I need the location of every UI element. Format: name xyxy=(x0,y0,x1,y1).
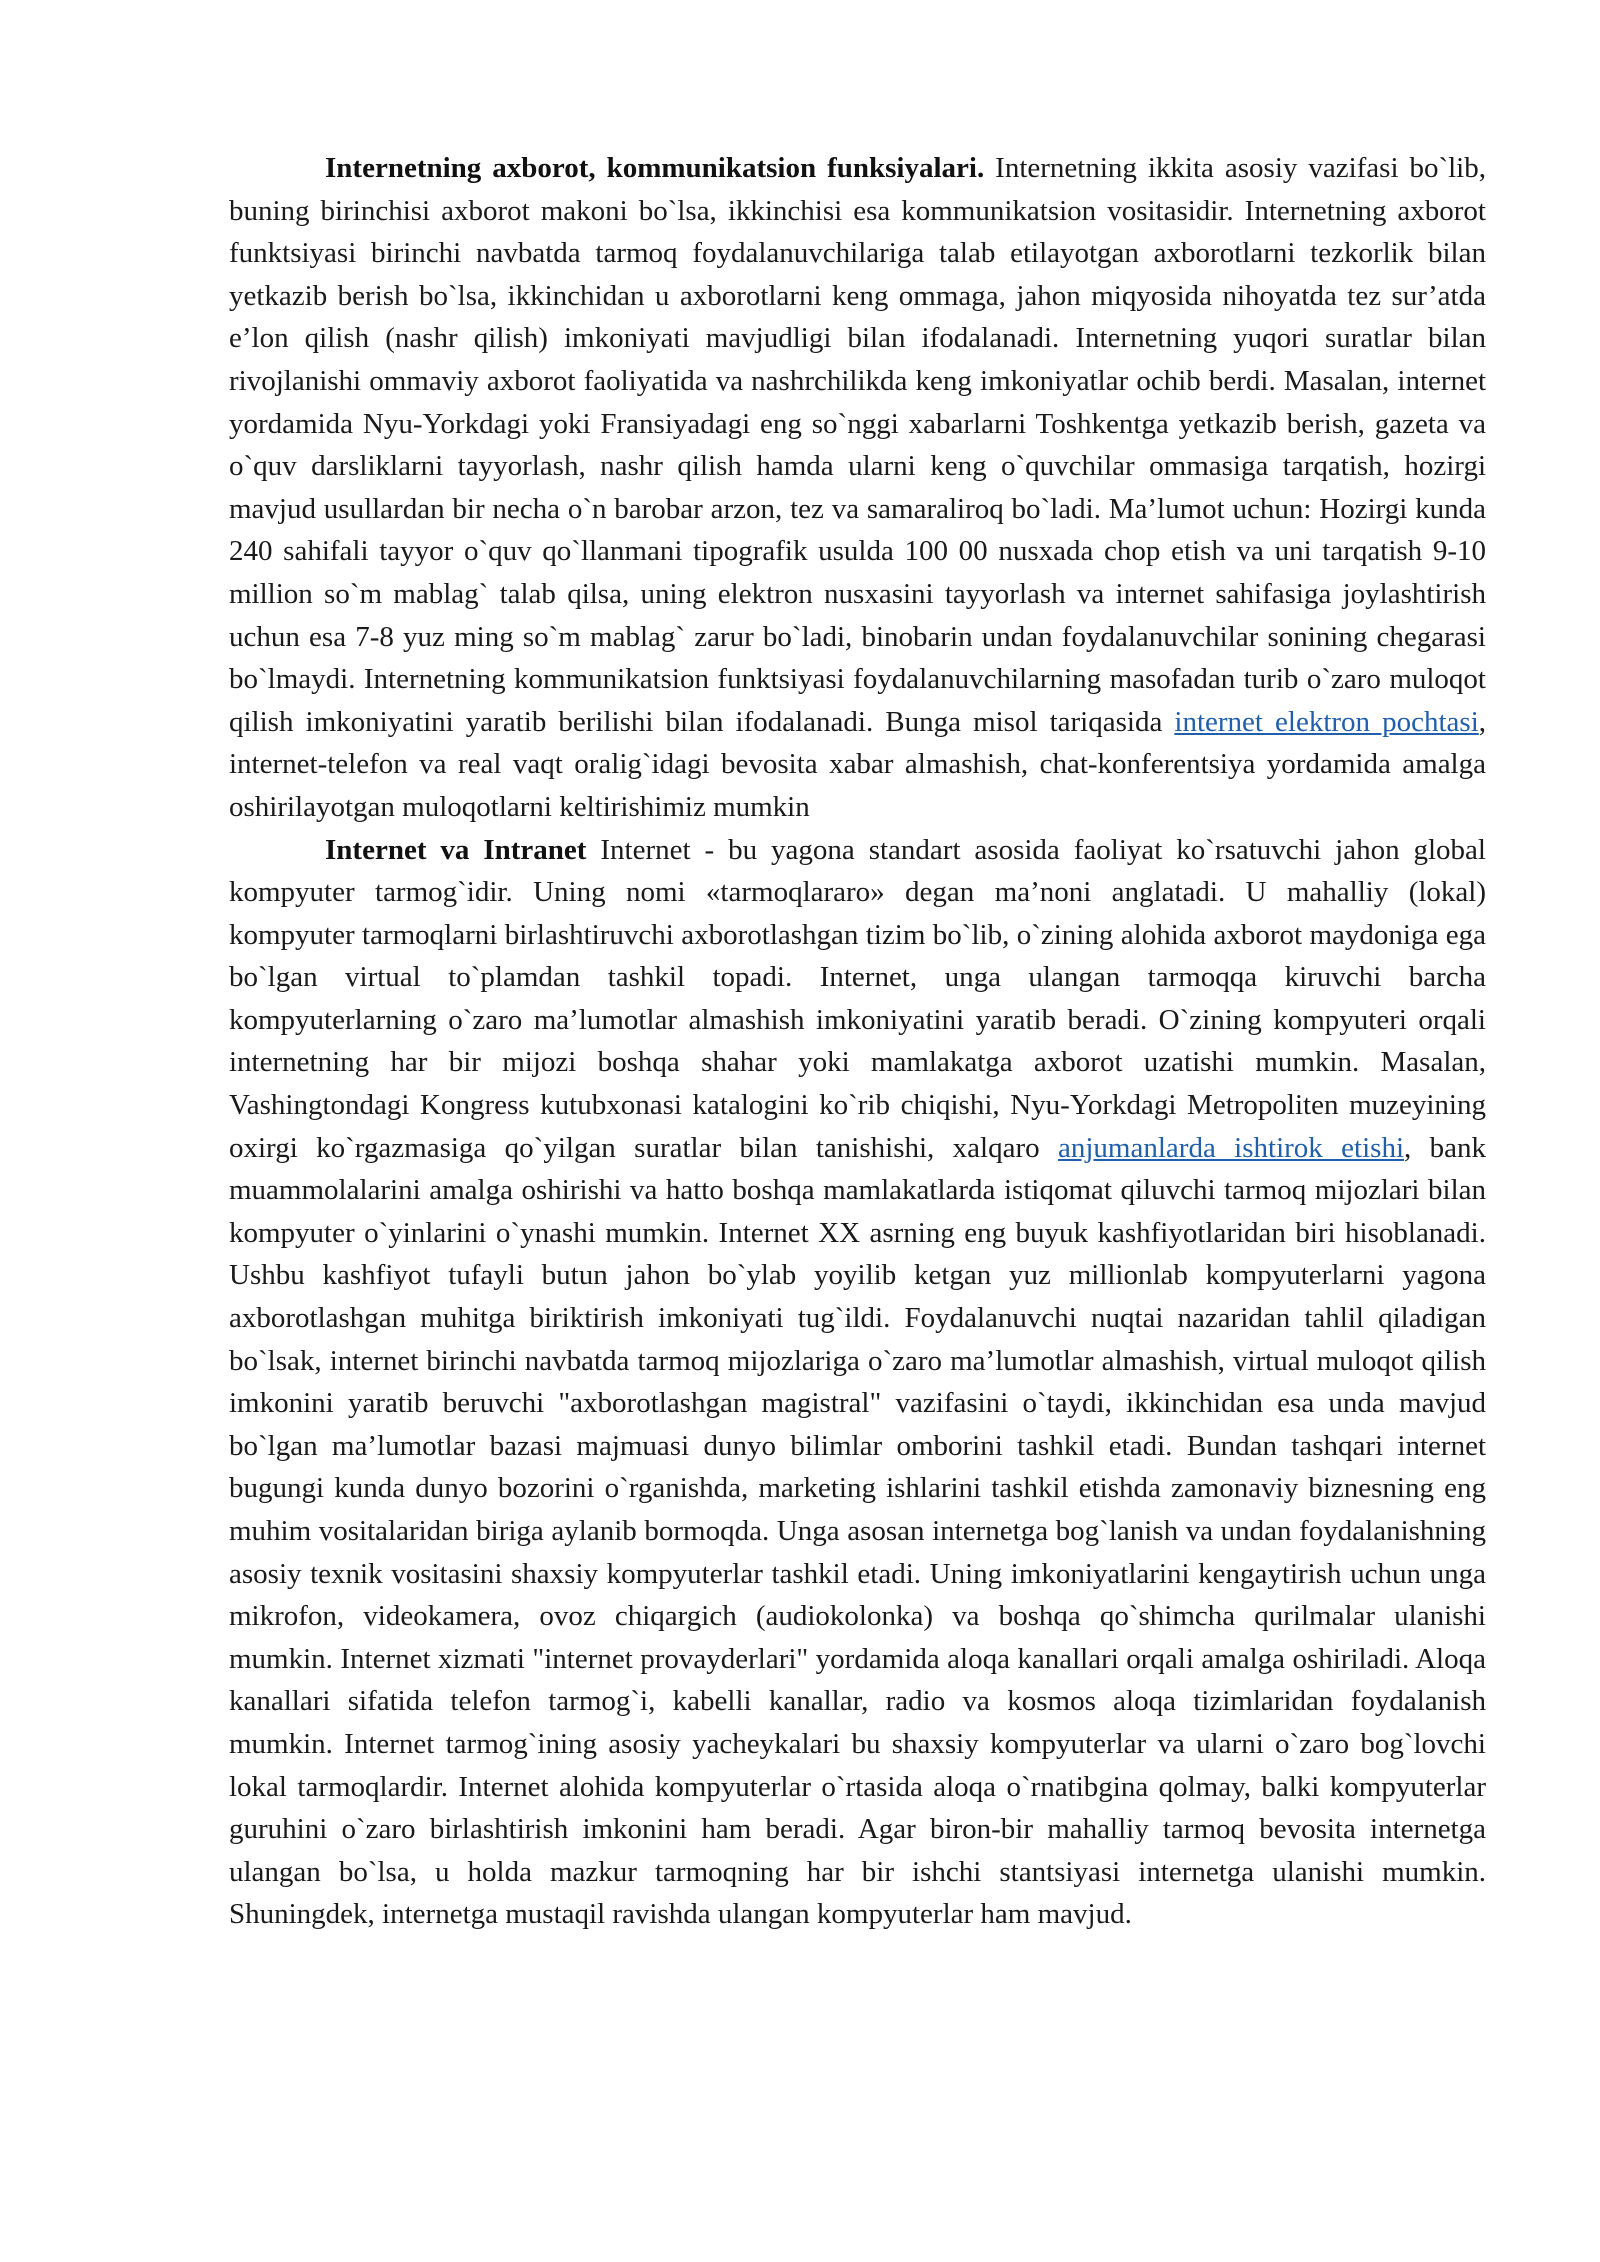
document-body xyxy=(229,147,1486,1936)
paragraph-text: Internet - bu yagona standart asosida faoliyat ko`rsatuvchi jahon global kompyuter tarmog`idir. Uning nomi «tarmoqlararo» degan ma’noni anglatadi. U mahalliy (lokal) kompyuter tarmoqlarni birlashtiruvchi axborotlashgan tizim bo`lib, o`zining alohida axborot maydoniga ega bo`lgan virtual to`plamdan tashkil topadi. Internet, unga ulangan tarmoqqa kiruvchi barcha kompyuterlarning o`zaro ma’lumotlar almashish imkoniyatini yaratib beradi. O`zining kompyuteri orqali internetning har bir mijozi boshqa shahar yoki mamlakatga axborot uzatishi mumkin. Masalan, Vashingtondagi Kongress kutubxonasi katalogini ko`rib chiqishi, Nyu-Yorkdagi Metropoliten muzeyining oxirgi ko`rgazmasiga qo`yilgan suratlar bilan tanishishi, xalqaro xyxy=(229,833,1486,1164)
link-conference-participation[interactable]: anjumanlarda ishtirok etishi xyxy=(1058,1131,1405,1164)
paragraph-internet-functions xyxy=(229,147,1486,829)
paragraph-internet-intranet xyxy=(229,829,1486,1936)
section-heading-functions: Internetning axborot, kommunikatsion funksiyalari. xyxy=(325,152,985,184)
paragraph-text: Internetning ikkita asosiy vazifasi bo`lib, buning birinchisi axborot makoni bo`lsa, ikkinchisi esa kommunikatsion vositasidir. Internetning axborot funktsiyasi birinchi navbatda tarmoq foydalanuvchilariga talab etilayotgan axborotlarni tezkorlik bilan yetkazib berish bo`lsa, ikkinchidan u axborotlarni keng ommaga, jahon miqyosida nihoyatda tez sur’atda e’lon qilish (nashr qilish) imkoniyati mavjudligi bilan ifodalanadi. Internetning yuqori suratlar bilan rivojlanishi ommaviy axborot faoliyatida va nashrchilikda keng imkoniyatlar ochib berdi. Masalan, internet yordamida Nyu-Yorkdagi yoki Fransiyadagi eng so`nggi xabarlarni Toshkentga yetkazib berish, gazeta va o`quv darsliklarni tayyorlash, nashr qilish hamda ularni keng o`quvchilar ommasiga tarqatish, hozirgi mavjud usullardan bir necha o`n barobar arzon, tez va samaraliroq bo`ladi. Ma’lumot uchun: Hozirgi kunda 240 sahifali tayyor o`quv qo`llanmani tipografik usulda 100 00 nusxada chop etish va uni tarqatish 9-10 million so`m mablag` talab qilsa, uning elektron nusxasini tayyorlash va internet sahifasiga joylashtirish uchun esa 7-8 yuz ming so`m mablag` zarur bo`ladi, binobarin undan foydalanuvchilar sonining chegarasi bo`lmaydi. Internetning kommunikatsion funktsiyasi foydalanuvchilarning masofadan turib o`zaro muloqot qilish imkoniyatini yaratib berilishi bilan ifodalanadi. Bunga misol tariqasida xyxy=(229,152,1486,738)
link-internet-email[interactable]: internet elektron pochtasi xyxy=(1174,705,1479,738)
section-heading-intranet: Internet va Intranet xyxy=(325,833,587,866)
paragraph-text: , bank muammolalarini amalga oshirishi va hatto boshqa mamlakatlarda istiqomat qiluvchi tarmoq mijozlari bilan kompyuter o`yinlarini o`ynashi mumkin. Internet XX asrning eng buyuk kashfiyotlaridan biri hisoblanadi. Ushbu kashfiyot tufayli butun jahon bo`ylab yoyilib ketgan yuz millionlab kompyuterlarni yagona axborotlashgan muhitga biriktirish imkoniyati tug`ildi. Foydalanuvchi nuqtai nazaridan tahlil qiladigan bo`lsak, internet birinchi navbatda tarmoq mijozlariga o`zaro ma’lumotlar almashish, virtual muloqot qilish imkonini yaratib beruvchi "axborotlashgan magistral" vazifasini o`taydi, ikkinchidan esa unda mavjud bo`lgan ma’lumotlar bazasi majmuasi dunyo bilimlar omborini tashkil etadi. Bundan tashqari internet bugungi kunda dunyo bozorini o`rganishda, marketing ishlarini tashkil etishda zamonaviy biznesning eng muhim vositalaridan biriga aylanib bormoqda. Unga asosan internetga bog`lanish va undan foydalanishning asosiy texnik vositasini shaxsiy kompyuterlar tashkil etadi. Uning imkoniyatlarini kengaytirish uchun unga mikrofon, videokamera, ovoz chiqargich (audiokolonka) va boshqa qo`shimcha qurilmalar ulanishi mumkin. Internet xizmati "internet provayderlari" yordamida aloqa kanallari orqali amalga oshiriladi. Aloqa kanallari sifatida telefon tarmog`i, kabelli kanallar, radio va kosmos aloqa tizimlaridan foydalanish mumkin. Internet tarmog`ining asosiy yacheykalari bu shaxsiy kompyuterlar va ularni o`zaro bog`lovchi lokal tarmoqlardir. Internet alohida kompyuterlar o`rtasida aloqa o`rnatibgina qolmay, balki kompyuterlar guruhini o`zaro birlashtirish imkonini ham beradi. Agar biron-bir mahalliy tarmoq bevosita internetga ulangan bo`lsa, u holda mazkur tarmoqning har bir ishchi stantsiyasi internetga ulanishi mumkin. Shuningdek, internetga mustaqil ravishda ulangan kompyuterlar ham mavjud. xyxy=(229,1131,1487,1931)
paragraph-text: , internet-telefon va real vaqt oralig`idagi bevosita xabar almashish, chat-konferentsiya yordamida amalga oshirilayotgan muloqotlarni keltirishimiz mumkin xyxy=(229,705,1486,823)
